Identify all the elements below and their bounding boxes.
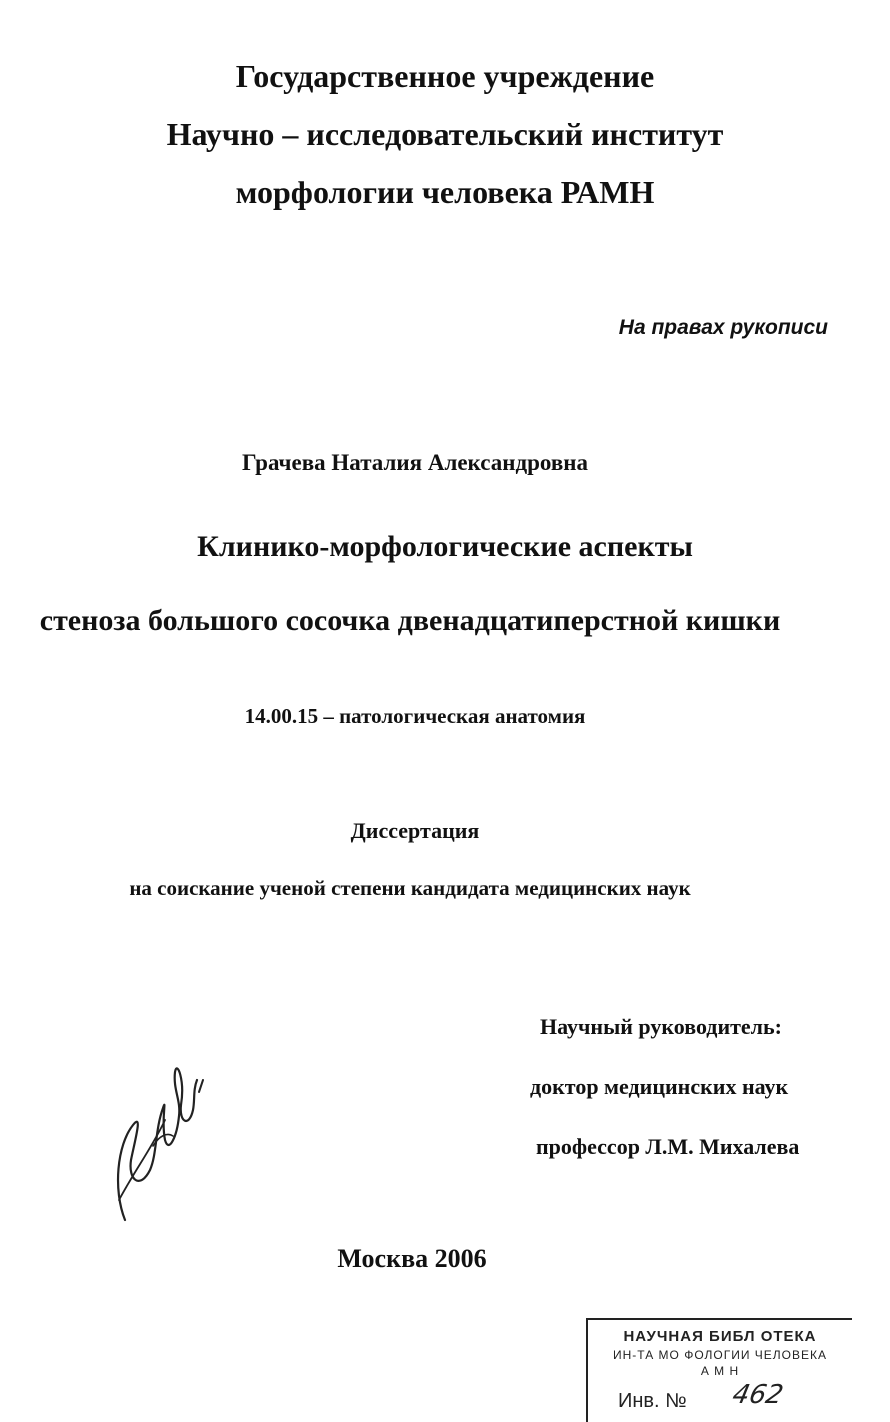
stamp-inventory-label: Инв. № (618, 1390, 687, 1412)
dissertation-title-line-2: стеноза большого сосочка двенадцатиперстной кишки (39, 604, 781, 637)
institution-line-3: морфологии человека РАМН (235, 174, 655, 210)
dissertation-title-line-1: Клинико-морфологические аспекты (197, 530, 693, 563)
stamp-institute-name: ИН-ТА МО ФОЛОГИИ ЧЕЛОВЕКА (612, 1348, 828, 1362)
institution-line-2: Научно – исследовательский институт (166, 116, 724, 152)
author-name: Грачева Наталия Александровна (242, 450, 588, 475)
supervisor-name: профессор Л.М. Михалева (536, 1134, 800, 1159)
supervisor-label: Научный руководитель: (540, 1014, 782, 1039)
stamp-inventory-number: 462 (729, 1380, 786, 1410)
work-type: Диссертация (350, 818, 480, 843)
institution-line-1: Государственное учреждение (235, 58, 655, 94)
specialty-code: 14.00.15 – патологическая анатомия (244, 704, 586, 728)
manuscript-note: На правах рукописи (618, 316, 828, 339)
degree-line: на соискание ученой степени кандидата медицинских наук (129, 876, 691, 900)
stamp-academy: А М Н (700, 1364, 740, 1378)
handwritten-signature (95, 1050, 225, 1230)
library-stamp (586, 1318, 852, 1422)
supervisor-degree: доктор медицинских наук (530, 1074, 789, 1099)
city-year: Москва 2006 (337, 1244, 487, 1273)
stamp-library-name: НАУЧНАЯ БИБЛ ОТЕКА (623, 1328, 817, 1345)
